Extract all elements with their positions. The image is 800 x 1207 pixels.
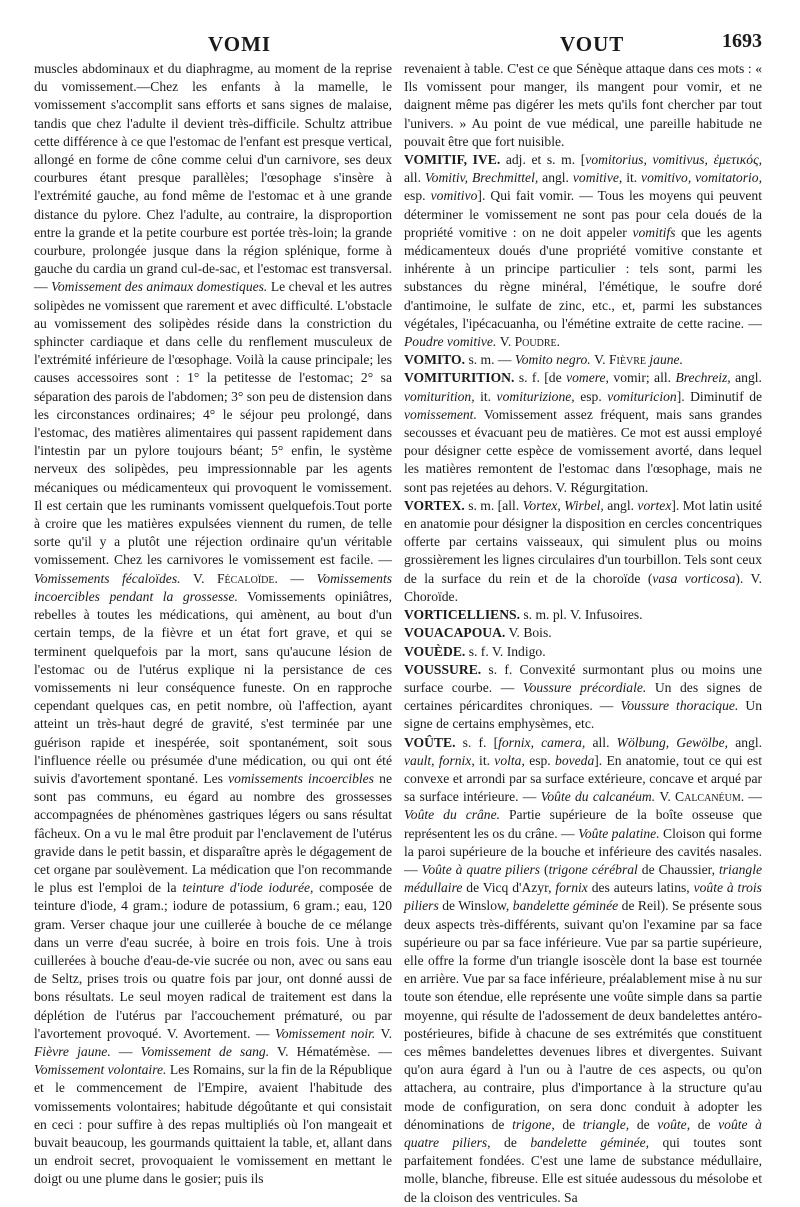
header-left-word: VOMI bbox=[208, 32, 272, 56]
right-paragraph-continuation: revenaient à table. C'est ce que Sénèque attaque dans ces mots : « Ils vomissent pour manger, ils mangent pour vomir, et ne daignent même pas digérer les mets qu'ils font chercher par tout l'univers. » Au point de vue médical, une pareille habitude ne pouvait être que fort nuisible. bbox=[404, 61, 762, 149]
two-column-body bbox=[34, 60, 762, 1207]
left-paragraph: muscles abdominaux et du diaphragme, au moment de la reprise du vomissement.—Chez les enfants à la mamelle, le vomissement s'accomplit sans efforts et sans signes de malaise, tandis que chez l'adulte il devient très-difficile. Schultz attribue cette différence à ce que l'estomac de l'enfant est presque vertical, allongé en forme de cône comme celui d'un carnivore, ses deux courbures étant presque parallèles; l'œsophage s'insère à l'extrémité gauche, au fond même de l'estomac et à une grande distance du pylore. Chez l'adulte, au contraire, la disproportion entre la grande et la petite courbure est portée très-loin; la grande courbure, prolongée jusque dans la région splénique, forme à gauche du cardia un grand cul-de-sac, et l'estomac est transversal. — Vomissement des animaux domestiques. Le cheval et les autres solipèdes ne vomissent que rarement et avec difficulté. L'obstacle au vomissement des solipèdes réside dans la constriction du sphincter cardiaque et dans celle du renflement musculeux de l'extrémité inférieure de l'œsophage. Voilà la cause principale; les causes accessoires sont : 1° la petitesse de l'estomac; 2° sa séparation des parois de l'abdomen; 3° son peu de distension dans les circonstances ordinaires; 4° le séjour peu prolongé, dans l'estomac, des matières alimentaires qui passent rapidement dans l'intestin par un pylore toujours béant; 5° enfin, le système nerveux des solipèdes, peu impressionnable par les agents mécaniques ou médicamenteux qui provoquent le vomissement. Il est certain que les ruminants vomissent quelquefois.Tout porte à croire que les matières expulsées viennent du rumen, de telle sorte qu'il y a plutôt une réjection ordinaire qu'un véritable vomissement. Chez les carnivores le vomissement est facile. — Vomissements fécaloïdes. V. Fécaloïde. — Vomissements incoercibles pendant la grossesse. Vomissements opiniâtres, rebelles à toutes les médications, qui amènent, au bout d'un certain temps, de la fièvre et un état fort grave, et qui se terminent quelquefois par la mort, sans qu'aucune lésion de l'estomac ou de l'utérus explique ni la persistance de ces vomissements ni leur conséquence funeste. On en rapproche cependant quelques cas, en petit nombre, où l'affection, ayant atteint un très-haut degré de gravité, s'est terminée par une guérison rapide et inespérée, soit spontanément, soit sous l'influence réelle ou présumée d'une médication, ou qui ont été suivis d'avortement spontané. Les vomissements incoercibles ne sont pas communs, eu égard au nombre des grossesses accompagnées de phénomènes gastriques légers ou sans résultat fâcheux. On a vu le mal être produit par l'enclavement de l'utérus gravide dans le petit bassin, et disparaître après le dégagement de cet organe par soulèvement. La médication que l'on recommande le plus est l'emploi de la teinture d'iode iodurée, composée de teinture d'iode, 4 gram.; iodure de potassium, 6 gram.; eau, 120 gram. Verser chaque jour une cuillerée à bouche de ce mélange dans un verre d'eau sucrée, à boire en trois fois. Une à trois cuillerées à bouche d'eau-de-vie sucrée ou non, avec ou sans eau de Seltz, prises trois ou quatre fois par jour, ont donné aussi de bons résultats. Le seul moyen radical de traitement est dans la déplétion de l'utérus par l'accouchement prématuré, ou par l'avortement provoqué. V. Avortement. — Vomissement noir. V. Fièvre jaune. — Vomissement de sang. V. Hématémèse. — Vomissement volontaire. Les Romains, sur la fin de la République et le commencement de l'Empire, avaient l'habitude des vomissements volontaires; habitude dégoûtante et qui consistait en ceci : pour suffire à des repas multipliés où l'on mangeait et buvait beaucoup, les gourmands quittaient la table, et, allant dans un endroit secret, provoquaient le vomissement en mettant le doigt ou une plume dans le gosier; puis ils bbox=[34, 61, 393, 1187]
entry-voussure: VOUSSURE. s. f. Convexité surmontant plus ou moins une surface courbe. — Voussure précordiale. Un des signes de certaines péricardites chroniques. — Voussure thoracique. Un signe de certains emphysèmes, etc. bbox=[404, 661, 763, 732]
left-column bbox=[34, 60, 392, 1207]
entry-vomitif: VOMITIF, IVE. adj. et s. m. [vomitorius, vomitivus, ἐμετικός, all. Vomitiv, Brechmittel, angl. vomitive, it. vomitivo, vomitatorio, esp. vomitivo]. Qui fait vomir. — Tous les moyens qui peuvent déterminer le vomissement ne sont pas pour cela doués de la propriété vomitive : on ne doit appeler vomitifs que les agents médicamenteux doués d'une propriété vomitive constante et inhérente à un principe particulier : tels sont, parmi les substances du règne minéral, l'émétique, le soufre doré d'antimoine, le sulfate de zinc, etc., et, parmi les substances végétales, l'ipécacuanha, ou l'émétine extraite de cette racine. — Poudre vomitive. V. Poudre. bbox=[404, 152, 762, 350]
running-header bbox=[34, 30, 762, 60]
entry-vouacapoua: VOUACAPOUA. V. Bois. bbox=[404, 625, 552, 641]
entry-vorticelliens: VORTICELLIENS. s. m. pl. V. Infusoires. bbox=[404, 607, 643, 623]
header-right-word: VOUT bbox=[560, 32, 625, 56]
entry-voute: VOÛTE. s. f. [fornix, camera, all. Wölbung, Gewölbe, angl. vault, fornix, it. volta, esp. boveda]. En anatomie, tout ce qui est convexe et arrondi par sa surface extérieure, concave et arqué par sa surface intérieure. — Voûte du calcanéum. V. Calcanéum. — Voûte du crâne. Partie supérieure de la boîte osseuse que représentent les os du crâne. — Voûte palatine. Cloison qui forme la paroi supérieure de la bouche et inférieure des cavités nasales. — Voûte à quatre piliers (trigone cérébral de Chaussier, triangle médullaire de Vicq d'Azyr, fornix des auteurs latins, voûte à trois piliers de Winslow, bandelette géminée de Reil). Se présente sous deux aspects très-différents, suivant qu'on l'examine par sa face supérieure ou par sa face inférieure. Vue par sa partie supérieure, elle offre la forme d'un triangle isoscèle dont la base est tournée en arrière. Vue par sa face inférieure, préalablement mise à nu sur toute son étendue, elle représente une voûte simple dans sa partie moyenne, qui résulte de l'adossement de deux bandelettes antéro-postérieures, bifide à chacune de ses extrémités que constituent ces mêmes bandelettes devenues libres et divergentes. Suivant qu'on aura égard à l'un ou à l'autre de ces aspects, ou qu'on attachera, au contraire, plus d'importance à la structure qu'au mode de configuration, on sera donc conduit à adopter les dénominations de trigone, de triangle, de voûte, de voûte à quatre piliers, de bandelette géminée, qui toutes sont parfaitement fondées. C'est une lame de substance médullaire, molle, blanche, fibreuse. Elle est située audessous du mésolobe et de la cloison des ventricules. Sa bbox=[404, 734, 763, 1205]
entry-vortex: VORTEX. s. m. [all. Vortex, Wirbel, angl. vortex]. Mot latin usité en anatomie pour désigner la disposition en cercles concentriques offerte par certains vaisseaux, qui simulent plus ou moins grossièrement les lignes circulaires d'un tourbillon. Tels sont ceux de la surface du rein et de la choroïde (vasa vorticosa). V. Choroïde. bbox=[404, 497, 763, 604]
page-number: 1693 bbox=[722, 30, 762, 52]
entry-vomito: VOMITO. s. m. — Vomito negro. V. Fièvre jaune. bbox=[404, 352, 683, 368]
entry-vomiturition: VOMITURITION. s. f. [de vomere, vomir; all. Brechreiz, angl. vomiturition, it. vomiturizione, esp. vomituricion]. Diminutif de vomissement. Vomissement assez fréquent, mais sans grandes secousses et évacuant peu de matières. Ce mot est aussi employé pour désigner cette espèce de vomissement avorté, dans lequel les matières remontent de l'estomac dans l'œsophage, mais ne sont pas rejetées au dehors. V. Régurgitation. bbox=[404, 370, 763, 495]
right-column bbox=[404, 60, 762, 1207]
entry-vouede: VOUÈDE. s. f. V. Indigo. bbox=[404, 643, 546, 659]
